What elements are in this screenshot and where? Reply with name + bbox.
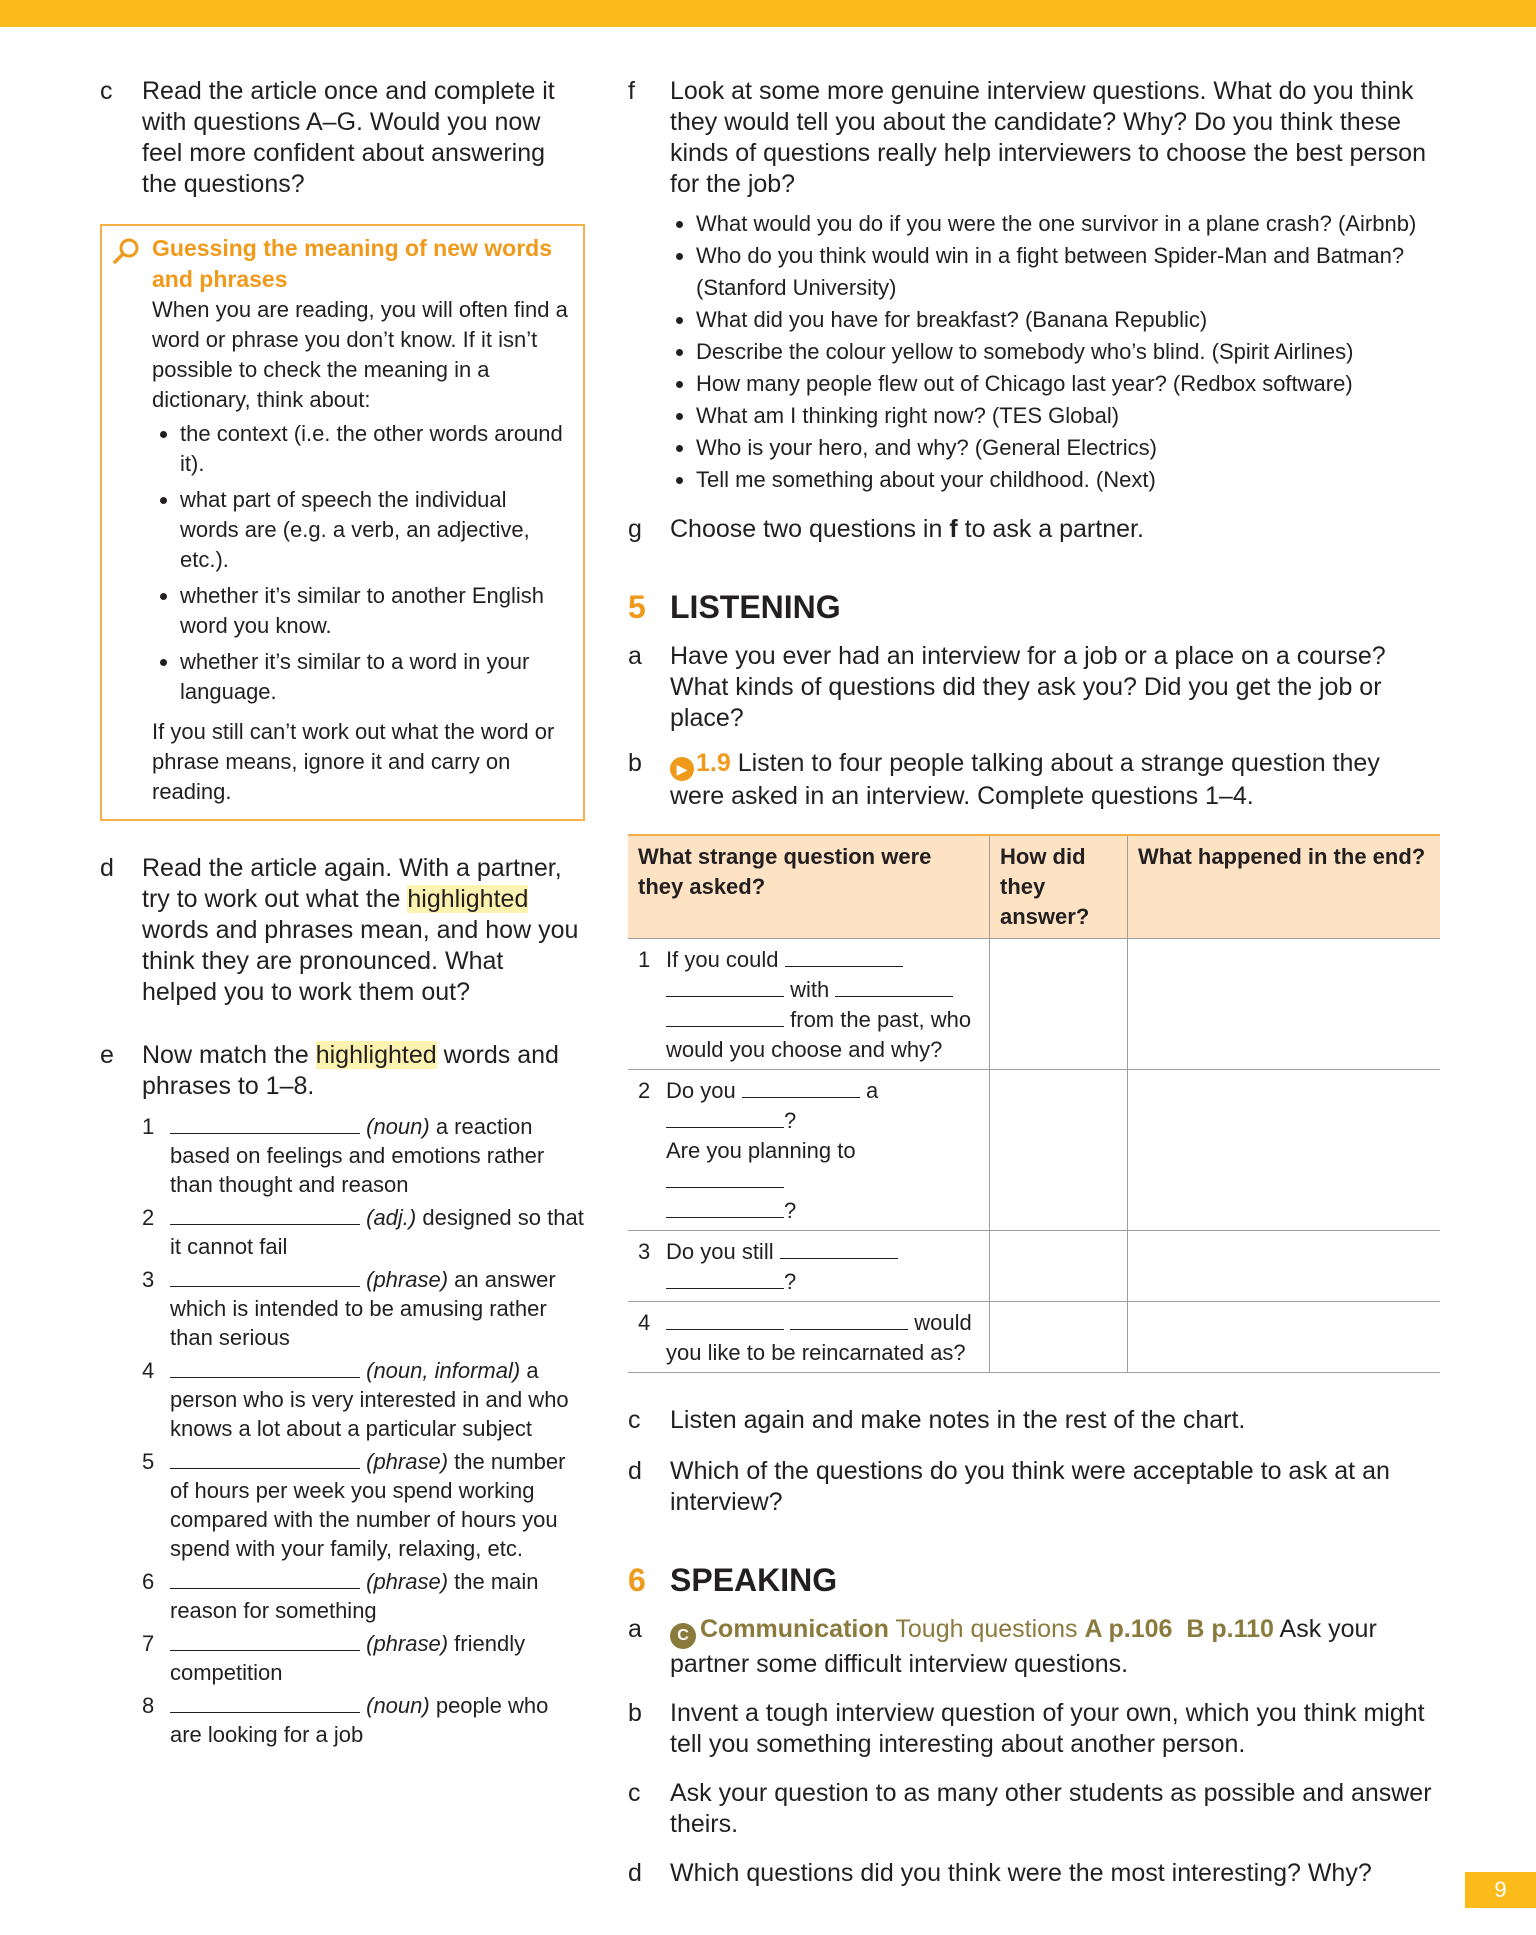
definition-text: designed so that it cannot fail — [170, 1205, 584, 1259]
exercise-text: Read the article again. With a partner, try to work out what the — [142, 854, 562, 913]
item-number: 1 — [142, 1114, 155, 1139]
question-text: ? — [784, 1198, 797, 1223]
communication-label: Communication — [700, 1615, 889, 1643]
tip-point: • whether it’s similar to a word in your language. — [180, 647, 571, 707]
word-class: (adj.) — [366, 1205, 417, 1230]
table-header-row — [628, 835, 1440, 939]
interview-question: • Describe the colour yellow to somebody who’s blind. (Spirit Airlines) — [696, 336, 1440, 368]
definition-item — [142, 1356, 585, 1443]
exercise-text: words and phrases mean, and how you think they are pronounced. What helped you to work them out? — [142, 916, 579, 1006]
listening-exercise-c — [628, 1405, 1440, 1436]
exercise-text: to ask a partner. — [957, 515, 1144, 543]
tip-intro: When you are reading, you will often find a word or phrase you don’t know. If it isn’t possible to check the meaning in a dictionary, think about: — [152, 297, 568, 412]
question-cell — [628, 1070, 990, 1231]
answer-blank[interactable] — [835, 976, 953, 997]
answer-blank[interactable] — [170, 1568, 360, 1589]
question-text: past, who would you choose and why? — [666, 1007, 972, 1062]
exercise-letter: a — [628, 1615, 642, 1643]
answer-cell[interactable] — [990, 939, 1128, 1070]
interview-question: • What am I thinking right now? (TES Global) — [696, 400, 1440, 432]
magnifier-icon — [112, 236, 142, 266]
item-number: 6 — [142, 1569, 155, 1594]
interview-question-list — [670, 208, 1440, 496]
question-text: Are you planning to — [666, 1138, 856, 1163]
definition-text: friendly competition — [170, 1631, 526, 1685]
word-class: (phrase) — [366, 1449, 449, 1474]
answer-blank[interactable] — [170, 1266, 360, 1287]
interview-question: • Who do you think would win in a fight between Spider-Man and Batman? (Stanford University) — [696, 240, 1440, 304]
question-cell — [628, 939, 990, 1070]
item-number: 5 — [142, 1449, 155, 1474]
definition-item — [142, 1203, 585, 1261]
highlighted-word: highlighted — [407, 885, 529, 913]
highlighted-word: highlighted — [315, 1041, 437, 1069]
exercise-letter: e — [100, 1041, 114, 1069]
tip-point: • the context (i.e. the other words around it). — [180, 419, 571, 479]
exercise-text: Look at some more genuine interview questions. What do you think they would tell you about the candidate? Why? Do you think these kinds of questions really help interviewers to choose the best person for the job? — [670, 77, 1426, 198]
item-number: 2 — [142, 1205, 155, 1230]
answer-blank[interactable] — [785, 946, 903, 967]
tip-point: • what part of speech the individual words are (e.g. a verb, an adjective, etc.). — [180, 485, 571, 575]
interview-question: • Who is your hero, and why? (General Electrics) — [696, 432, 1440, 464]
exercise-text: Choose two questions in — [670, 515, 950, 543]
answer-blank[interactable] — [170, 1204, 360, 1225]
exercise-text: Listen again and make notes in the rest of the chart. — [670, 1406, 1246, 1434]
definition-text: an answer which is intended to be amusing rather than serious — [170, 1267, 556, 1350]
exercise-letter: b — [628, 1699, 642, 1727]
definition-item — [142, 1265, 585, 1352]
answer-cell[interactable] — [990, 1070, 1128, 1231]
section-heading-speaking — [628, 1560, 1440, 1600]
exercise-letter: c — [100, 77, 113, 105]
page-ref-a[interactable]: A p.106 — [1084, 1615, 1173, 1643]
tip-box — [100, 224, 585, 821]
page-ref-b[interactable]: B p.110 — [1186, 1615, 1274, 1643]
definition-item — [142, 1691, 585, 1749]
question-text: like to be reincarnated as? — [707, 1340, 966, 1365]
section-heading-listening — [628, 587, 1440, 627]
answer-blank[interactable] — [170, 1630, 360, 1651]
communication-icon: C — [670, 1623, 696, 1649]
left-column — [100, 76, 585, 1753]
exercise-f — [628, 76, 1440, 200]
word-class: (phrase) — [366, 1631, 449, 1656]
exercise-letter: d — [628, 1457, 642, 1485]
question-text: from the — [790, 1007, 871, 1032]
interview-question: • What would you do if you were the one survivor in a plane crash? (Airbnb) — [696, 208, 1440, 240]
question-text: with — [790, 977, 830, 1002]
table-header: What happened in the end? — [1128, 835, 1441, 939]
exercise-ref: f — [949, 515, 958, 543]
word-class: (phrase) — [366, 1267, 449, 1292]
exercise-e — [100, 1040, 585, 1102]
section-number: 6 — [628, 1562, 646, 1598]
definition-text: a person who is very interested in and who knows a lot about a particular subject — [170, 1358, 569, 1441]
speaker-icon[interactable]: ▶ — [670, 757, 694, 781]
item-number: 4 — [142, 1358, 155, 1383]
item-number: 8 — [142, 1693, 155, 1718]
word-class: (noun) — [366, 1693, 430, 1718]
exercise-d — [100, 853, 585, 1008]
table-row — [628, 1070, 1440, 1231]
answer-blank[interactable] — [666, 1268, 784, 1289]
tip-point: • whether it’s similar to another English word you know. — [180, 581, 571, 641]
answer-cell[interactable] — [990, 1231, 1128, 1302]
definition-list — [142, 1112, 585, 1749]
word-class: (phrase) — [366, 1569, 449, 1594]
interview-question: • What did you have for breakfast? (Banana Republic) — [696, 304, 1440, 336]
question-text: would you — [666, 1310, 972, 1365]
exercise-letter: d — [100, 854, 114, 882]
tip-title: Guessing the meaning of new words and phrases — [152, 235, 552, 292]
question-cell — [628, 1231, 990, 1302]
question-text: If you could — [666, 947, 779, 972]
answer-blank[interactable] — [780, 1238, 898, 1259]
item-number: 3 — [142, 1267, 155, 1292]
outcome-cell[interactable] — [1128, 1302, 1441, 1373]
outcome-cell[interactable] — [1128, 939, 1441, 1070]
exercise-text: Listen to four people talking about a strange question they were asked in an interview. Complete questions 1–4. — [670, 749, 1380, 810]
answer-blank[interactable] — [666, 1107, 784, 1128]
row-number: 4 — [638, 1310, 651, 1335]
row-number: 1 — [638, 947, 651, 972]
definition-item — [142, 1447, 585, 1563]
answer-blank[interactable] — [742, 1077, 860, 1098]
exercise-text: Invent a tough interview question of your own, which you think might tell you something interesting about another person. — [670, 1699, 1425, 1758]
exercise-text: Which questions did you think were the most interesting? Why? — [670, 1859, 1372, 1887]
answer-blank[interactable] — [666, 1309, 784, 1330]
question-text: a — [865, 1078, 879, 1103]
tip-outro: If you still can’t work out what the word or phrase means, ignore it and carry on reading. — [152, 719, 555, 804]
exercise-text: words and phrases to 1–8. — [142, 1041, 559, 1100]
listening-exercise-b — [628, 748, 1440, 812]
answer-blank[interactable] — [170, 1692, 360, 1713]
table-header: How did they answer? — [990, 835, 1128, 939]
definition-item — [142, 1629, 585, 1687]
answer-blank[interactable] — [666, 1167, 784, 1188]
exercise-text: Ask your question to as many other students as possible and answer theirs. — [670, 1779, 1432, 1838]
outcome-cell[interactable] — [1128, 1070, 1441, 1231]
audio-track[interactable]: 1.9 — [696, 749, 731, 777]
answer-blank[interactable] — [170, 1357, 360, 1378]
exercise-letter: c — [628, 1779, 641, 1807]
section-number: 5 — [628, 589, 646, 625]
speaking-exercise-a — [628, 1614, 1440, 1680]
definition-text: people who are looking for a job — [170, 1693, 549, 1747]
section-title: SPEAKING — [670, 1562, 838, 1598]
exercise-text: Ask your partner some difficult interview questions. — [670, 1615, 1377, 1678]
definition-text: the number of hours per week you spend working compared with the number of hours you spend with your family, relaxing, etc. — [170, 1449, 566, 1561]
section-title: LISTENING — [670, 589, 841, 625]
strange-questions-table — [628, 834, 1440, 1373]
definition-item — [142, 1112, 585, 1199]
exercise-letter: f — [628, 77, 635, 105]
question-text: Do you — [666, 1078, 736, 1103]
answer-blank[interactable] — [170, 1448, 360, 1469]
answer-blank[interactable] — [790, 1309, 908, 1330]
communication-topic: Tough questions — [895, 1615, 1078, 1643]
tip-points — [152, 419, 571, 707]
table-header: What strange question were they asked? — [628, 835, 990, 939]
question-text: Do you still — [666, 1239, 774, 1264]
definition-text: a reaction based on feelings and emotions rather than thought and reason — [170, 1114, 545, 1197]
exercise-g — [628, 514, 1440, 545]
answer-cell[interactable] — [990, 1302, 1128, 1373]
answer-blank[interactable] — [170, 1113, 360, 1134]
answer-blank[interactable] — [666, 1006, 784, 1027]
table-row — [628, 939, 1440, 1070]
listening-exercise-d — [628, 1456, 1440, 1518]
row-number: 2 — [638, 1078, 651, 1103]
speaking-exercise-d — [628, 1858, 1440, 1889]
exercise-letter: d — [628, 1859, 642, 1887]
exercise-text: Which of the questions do you think were acceptable to ask at an interview? — [670, 1457, 1390, 1516]
question-text: ? — [784, 1269, 797, 1294]
question-text: ? — [784, 1108, 797, 1133]
speaking-exercise-b — [628, 1698, 1440, 1760]
table-row — [628, 1231, 1440, 1302]
exercise-letter: a — [628, 642, 642, 670]
answer-blank[interactable] — [666, 976, 784, 997]
word-class: (noun, informal) — [366, 1358, 521, 1383]
speaking-exercise-c — [628, 1778, 1440, 1840]
exercise-letter: b — [628, 749, 642, 777]
interview-question: • Tell me something about your childhood. (Next) — [696, 464, 1440, 496]
word-class: (noun) — [366, 1114, 430, 1139]
interview-question: • How many people flew out of Chicago last year? (Redbox software) — [696, 368, 1440, 400]
exercise-text: Have you ever had an interview for a job or a place on a course? What kinds of questions did they ask you? Did you get the job or place? — [670, 642, 1386, 732]
exercise-letter: c — [628, 1406, 641, 1434]
top-accent-bar — [0, 0, 1536, 27]
exercise-letter: g — [628, 515, 642, 543]
page-number: 9 — [1465, 1872, 1536, 1908]
question-cell — [628, 1302, 990, 1373]
listening-exercise-a — [628, 641, 1440, 734]
row-number: 3 — [638, 1239, 651, 1264]
answer-blank[interactable] — [666, 1197, 784, 1218]
outcome-cell[interactable] — [1128, 1231, 1441, 1302]
exercise-text: Read the article once and complete it with questions A–G. Would you now feel more confident about answering the questions? — [142, 77, 555, 198]
definition-text: the main reason for something — [170, 1569, 539, 1623]
item-number: 7 — [142, 1631, 155, 1656]
table-row — [628, 1302, 1440, 1373]
right-column — [628, 76, 1440, 1889]
definition-item — [142, 1567, 585, 1625]
exercise-c — [100, 76, 585, 200]
exercise-text: Now match the — [142, 1041, 309, 1069]
